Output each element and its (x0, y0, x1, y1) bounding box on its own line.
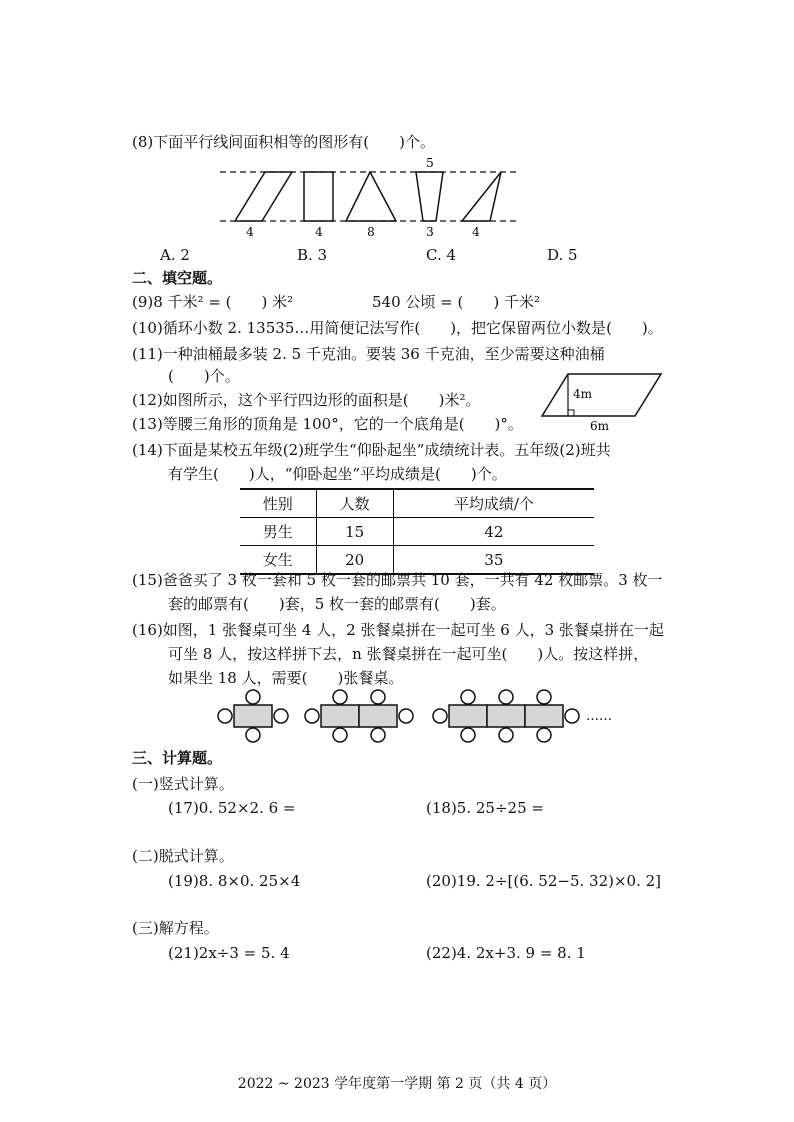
seat-circle (537, 690, 551, 704)
seat-circle (333, 728, 347, 742)
parallelogram-figure (538, 370, 668, 432)
seat-circle (461, 728, 475, 742)
question-19: (19)8. 8×0. 25×4 (168, 872, 301, 890)
question-11-line-2: ( )个。 (168, 367, 240, 385)
base-label: 6m (590, 419, 610, 432)
base-label-5: 4 (472, 225, 480, 239)
table-header-gender: 性别 (240, 489, 316, 518)
parallelogram-outline (542, 374, 661, 416)
question-20: (20)19. 2÷[(6. 52−5. 32)×0. 2] (426, 872, 662, 890)
ellipsis: …… (586, 709, 612, 724)
base-label-4: 3 (426, 225, 434, 239)
question-17: (17)0. 52×2. 6 = (168, 799, 296, 817)
table-row (240, 518, 594, 546)
right-angle-mark (568, 410, 574, 416)
seat-circle (565, 709, 579, 723)
question-13: (13)等腰三角形的顶角是 100°，它的一个底角是( )°。 (132, 415, 523, 433)
dining-table-figure (212, 688, 632, 744)
question-16-line-3: 如果坐 18 人，需要( )张餐桌。 (168, 669, 404, 687)
table-shape (449, 705, 487, 727)
table-cell: 15 (316, 518, 393, 546)
seat-circle (371, 728, 385, 742)
question-10: (10)循环小数 2. 13535…用简便记法写作( )，把它保留两位小数是( )。 (132, 319, 663, 337)
part-1-title: (一)竖式计算。 (132, 775, 234, 793)
question-9-part-2: 540 公顷 = ( ) 千米² (372, 293, 540, 311)
question-15-line-1: (15)爸爸买了 3 枚一套和 5 枚一套的邮票共 10 套，一共有 42 枚邮票。3 枚一 (132, 571, 663, 589)
three-table-arrangement (433, 690, 579, 742)
height-label: 4m (573, 387, 593, 401)
question-8: (8)下面平行线间面积相等的图形有( )个。 (132, 133, 435, 151)
base-label-1: 4 (246, 225, 254, 239)
question-14-line-2: 有学生( )人，“仰卧起坐”平均成绩是( )个。 (168, 465, 507, 483)
option-a[interactable]: A. 2 (160, 246, 190, 264)
question-18: (18)5. 25÷25 = (426, 799, 544, 817)
question-12: (12)如图所示，这个平行四边形的面积是( )米²。 (132, 391, 481, 409)
seat-circle (333, 690, 347, 704)
part-2-title: (二)脱式计算。 (132, 847, 234, 865)
question-16-line-1: (16)如图，1 张餐桌可坐 4 人，2 张餐桌拼在一起可坐 6 人，3 张餐桌拼在一起 (132, 621, 664, 639)
question-9-part-1: (9)8 千米² = ( ) 米² (132, 293, 294, 311)
table-shape (525, 705, 563, 727)
table-cell: 女生 (240, 546, 316, 575)
seat-circle (499, 690, 513, 704)
question-22: (22)4. 2x+3. 9 = 8. 1 (426, 944, 586, 962)
seat-circle (218, 709, 232, 723)
seat-circle (246, 728, 260, 742)
table-header-count: 人数 (316, 489, 393, 518)
table-shape (359, 705, 397, 727)
seat-circle (433, 709, 447, 723)
seat-circle (499, 728, 513, 742)
table-shape (487, 705, 525, 727)
right-triangle-shape (462, 172, 501, 221)
table-cell: 20 (316, 546, 393, 575)
trapezoid-top-label: 5 (426, 156, 434, 170)
section-2-title: 二、填空题。 (132, 269, 223, 287)
base-label-2: 4 (315, 225, 323, 239)
table-shape (234, 705, 272, 727)
question-16-line-2: 可坐 8 人，按这样拼下去，n 张餐桌拼在一起可坐( )人。按这样拼， (168, 645, 649, 663)
page-footer: 2022 ~ 2023 学年度第一学期 第 2 页（共 4 页） (237, 1076, 557, 1092)
parallelogram-shape (235, 172, 292, 221)
question-14-line-1: (14)下面是某校五年级(2)班学生“仰卧起坐”成绩统计表。五年级(2)班共 (132, 441, 611, 459)
seat-circle (537, 728, 551, 742)
question-11-line-1: (11)一种油桶最多装 2. 5 千克油。要装 36 千克油，至少需要这种油桶 (132, 345, 605, 363)
question-21: (21)2x÷3 = 5. 4 (168, 944, 290, 962)
option-d[interactable]: D. 5 (547, 246, 578, 264)
table-header-average: 平均成绩/个 (393, 489, 594, 518)
option-b[interactable]: B. 3 (297, 246, 328, 264)
fitness-score-table (240, 488, 594, 575)
section-3-title: 三、计算题。 (132, 749, 223, 767)
two-table-arrangement (305, 690, 413, 742)
trapezoid-shape (416, 172, 443, 221)
seat-circle (305, 709, 319, 723)
option-c[interactable]: C. 4 (426, 246, 457, 264)
parallel-lines-figure (220, 155, 520, 245)
seat-circle (246, 690, 260, 704)
table-cell: 42 (393, 518, 594, 546)
seat-circle (461, 690, 475, 704)
part-3-title: (三)解方程。 (132, 919, 219, 937)
one-table-arrangement (218, 690, 288, 742)
question-15-line-2: 套的邮票有( )套，5 枚一套的邮票有( )套。 (168, 595, 506, 613)
table-shape (321, 705, 359, 727)
seat-circle (399, 709, 413, 723)
table-cell: 35 (393, 546, 594, 575)
triangle-shape (346, 172, 396, 221)
base-label-3: 8 (367, 225, 375, 239)
seat-circle (371, 690, 385, 704)
seat-circle (274, 709, 288, 723)
table-cell: 男生 (240, 518, 316, 546)
rectangle-shape (304, 172, 333, 221)
